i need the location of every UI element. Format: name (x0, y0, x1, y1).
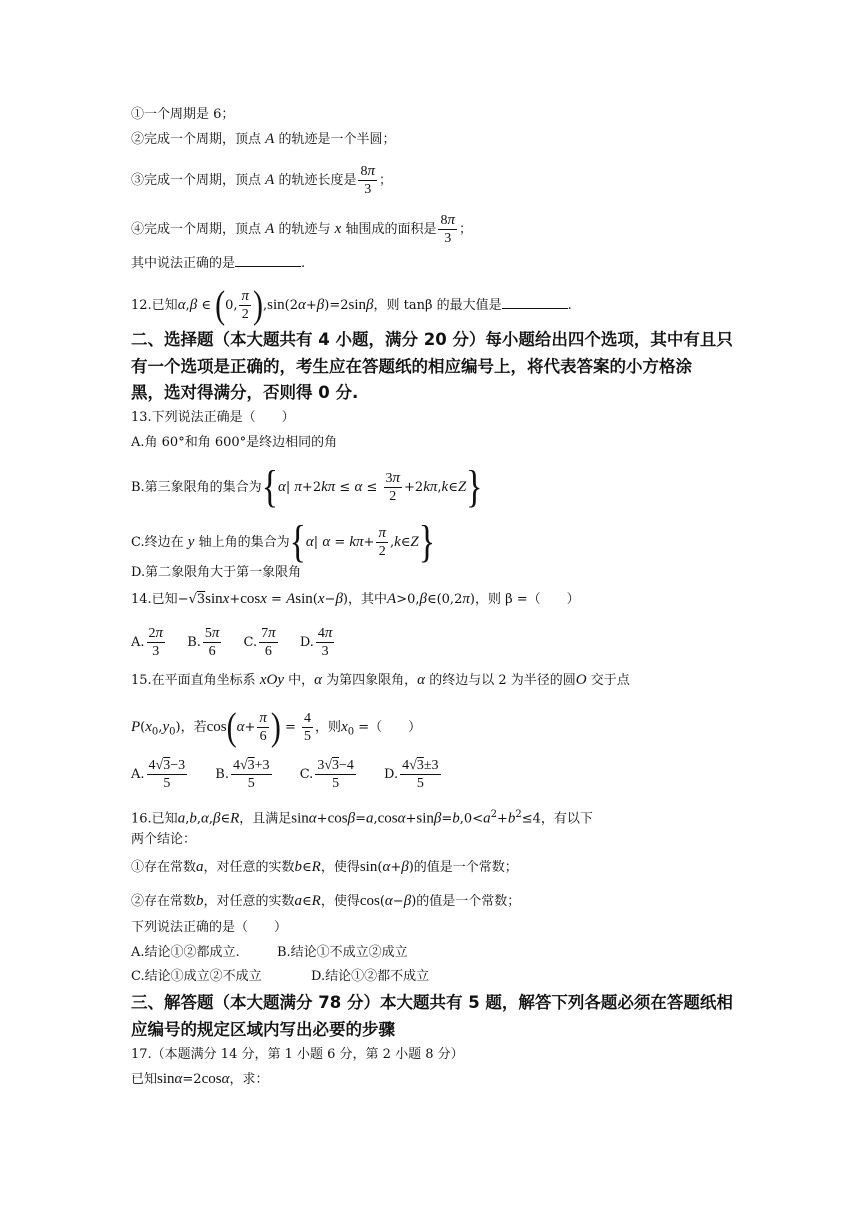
q17-body: 已知sinα=2cosα，求： (131, 1071, 269, 1087)
q12: 12.已知α,β ∈ (0, $\frac{\pi}{2}$ ),sin(2α+β)=2sinβ，则 tanβ 的最大值是 . (131, 283, 572, 327)
q11-item-1: ①一个周期是 6； (131, 107, 235, 122)
q11-item-3: ③完成一个周期，顶点 A 的轨迹长度是 $\frac{8\pi}{3}$ ； (131, 163, 392, 197)
q15-stem-line1: 15.在平面直角坐标系 xOy 中，α 为第四象限角，α 的终边与以 2 为半径的圆O 交于点 (131, 672, 630, 688)
q15-options (131, 757, 459, 792)
q13-option-b: B.第三象限角的集合为{α| π+2kπ ≤ α ≤ $\frac{3\pi}{2}$ +2kπ,k∈Z} (131, 461, 483, 512)
q16-stem-line1: 16.已知a,b,α,β∈R，且满足$\sin\alpha+\cos\beta=a,\cos\alpha+\sin\beta=b,0<a^2+b^2\le 4$，有以下 (131, 809, 593, 827)
q11-item-4: ④完成一个周期，顶点 A 的轨迹与 x 轴围成的面积是 $\frac{8\pi}{3}$ ； (131, 212, 472, 246)
section-3-heading-2: 应编号的规定区域内写出必要的步骤 (131, 1020, 395, 1039)
q16-option-b[interactable]: B.结论①不成立②成立 (277, 945, 408, 960)
q13-option-a: A.角 60°和角 600°是终边相同的角 (131, 435, 338, 450)
q17-head: 17.（本题满分 14 分，第 1 小题 6 分，第 2 小题 8 分） (131, 1047, 464, 1062)
q16-option-c[interactable]: C.结论①成立②不成立 (131, 969, 262, 984)
q15-stem-line2: $P(x_0,y_0)$，若cos(α+ $\frac{\pi}{6}$ ) = $\frac{4}{5}$ ，则$x_0$ =（ ） (131, 705, 422, 749)
section-2-heading: 二、选择题（本大题共有 4 小题，满分 20 分）每小题给出四个选项，其中有且只 (131, 330, 733, 349)
q16-options-row1 (131, 944, 408, 962)
q16-question: 下列说法正确的是（ ） (131, 920, 288, 935)
q15-option-b[interactable]: B. $\frac{4√3+3}{5}$ (215, 758, 270, 791)
q14-option-a[interactable]: A. $\frac{2\pi}{3}$ (131, 625, 164, 659)
q15-option-c[interactable]: C. $\frac{3√3-4}{5}$ (299, 758, 354, 791)
q16-conclusion-2: ②存在常数b，对任意的实数a∈R，使得cos(α−β)的值是一个常数； (131, 893, 521, 909)
section-2-heading-2: 有一个选项是正确的，考生应在答题纸的相应编号上，将代表答案的小方格涂 (131, 357, 692, 376)
q11-item-2: ②完成一个周期，顶点 A 的轨迹是一个半圆； (131, 131, 396, 147)
section-3-heading: 三、解答题（本大题满分 78 分）本大题共有 5 题，解答下列各题必须在答题纸相 (131, 993, 733, 1012)
q14-options (131, 625, 352, 660)
answer-blank[interactable] (502, 294, 568, 309)
q14-option-b[interactable]: B. $\frac{5\pi}{6}$ (187, 625, 220, 659)
section-2-heading-3: 黑，选对得满分，否则得 0 分. (131, 383, 359, 402)
q14-option-d[interactable]: D. $\frac{4\pi}{3}$ (299, 625, 333, 659)
q13-option-d: D.第二象限角大于第一象限角 (131, 565, 302, 580)
q13-stem: 13.下列说法正确是（ ） (131, 410, 295, 425)
q14-option-c[interactable]: C. $\frac{7\pi}{6}$ (243, 625, 276, 659)
q16-options-row2 (131, 968, 429, 986)
q16-stem-line2: 两个结论： (131, 832, 197, 847)
q16-option-a[interactable]: A.结论①②都成立. (131, 945, 240, 960)
q13-option-c: C.终边在 y 轴上角的集合为{α| α = kπ+ $\frac{\pi}{2}$ ,k∈Z} (131, 516, 436, 567)
q16-conclusion-1: ①存在常数a，对任意的实数b∈R，使得sin(α+β)的值是一个常数； (131, 859, 518, 875)
q15-option-a[interactable]: A. $\frac{4√3-3}{5}$ (131, 758, 186, 791)
q14-stem: 14.已知−√3sinx+cosx = Asin(x−β)，其中A>0,β∈(0,2π)，则 β =（ ） (131, 591, 580, 607)
answer-blank[interactable] (235, 252, 301, 267)
q15-option-d[interactable]: D. $\frac{4√3\pm 3}{5}$ (384, 758, 439, 791)
q11-answer-line: 其中说法正确的是 . (131, 252, 305, 273)
q16-option-d[interactable]: D.结论①②都不成立 (311, 969, 430, 984)
